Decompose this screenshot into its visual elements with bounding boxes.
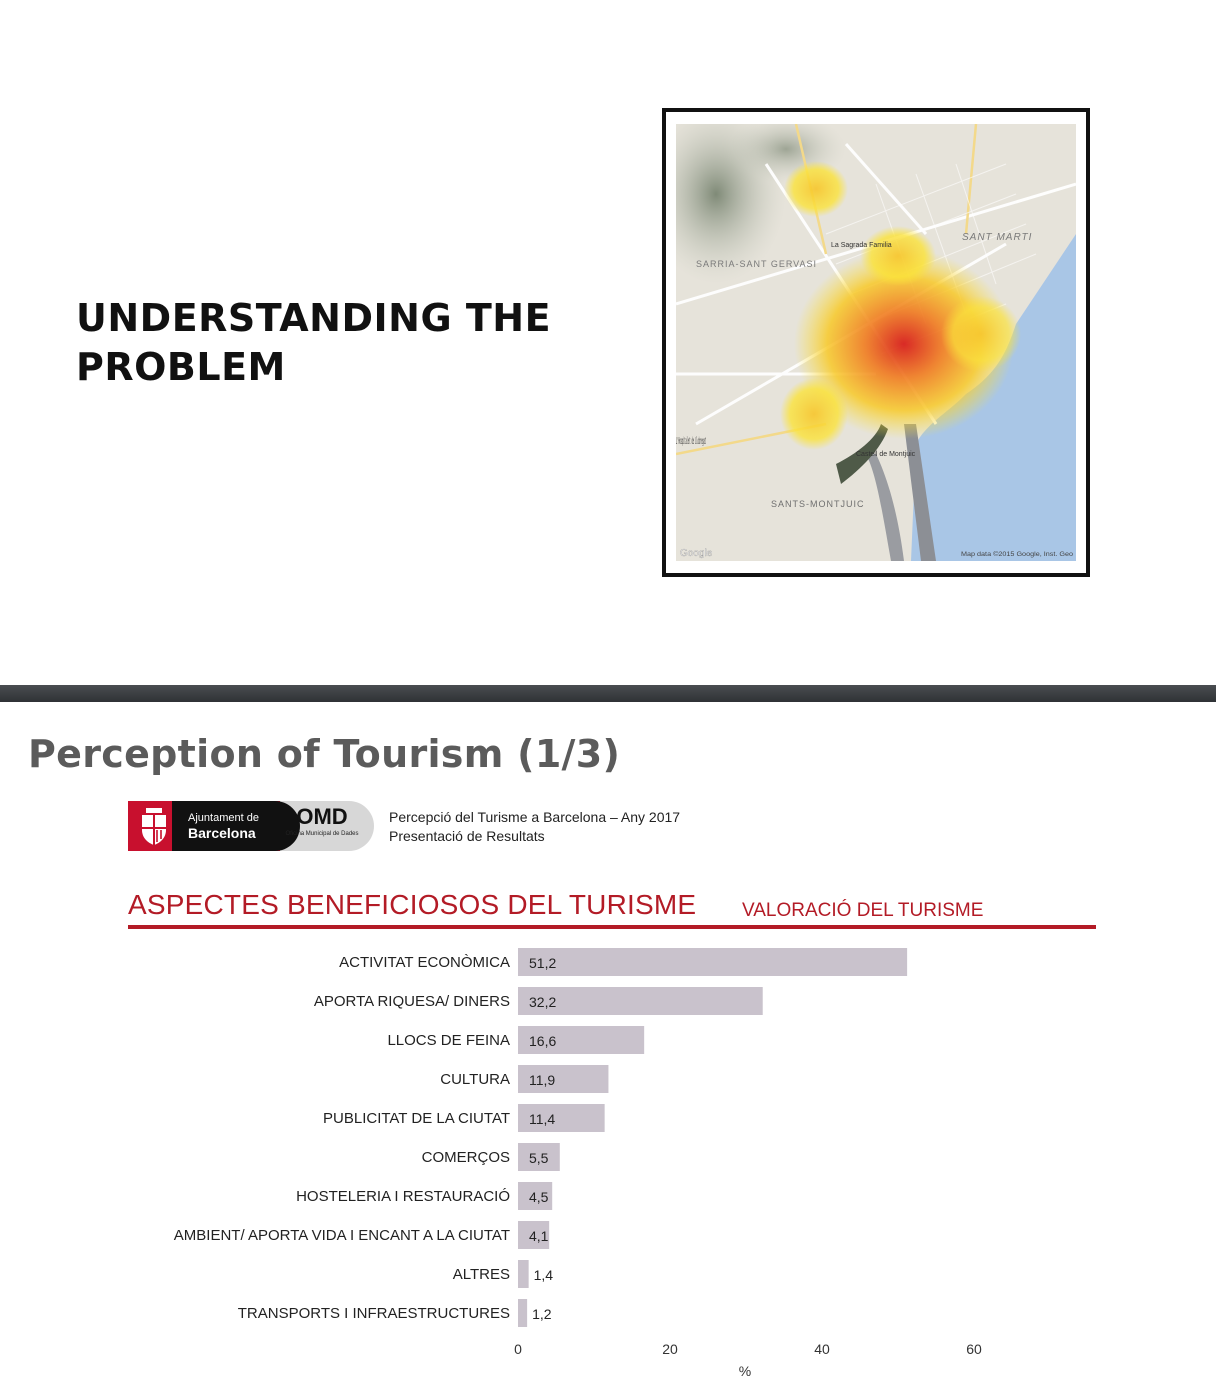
data-label: 5,5: [529, 1150, 549, 1166]
x-axis-ticks: [514, 1341, 982, 1357]
category-label: HOSTELERIA I RESTAURACIÓ: [296, 1188, 510, 1205]
x-tick-label: 0: [514, 1341, 522, 1357]
map-attribution-data: Map data ©2015 Google, Inst. Geo: [961, 552, 1055, 558]
report-title: Percepció del Turisme a Barcelona – Any 2017: [389, 809, 681, 825]
category-label: ALTRES: [452, 1266, 510, 1283]
logo-omd-text: OMD: [296, 804, 348, 829]
chart-subtitle: VALORACIÓ DEL TURISME: [742, 900, 984, 921]
x-tick-label: 40: [814, 1341, 830, 1357]
report-subtitle: Presentació de Resultats: [389, 828, 545, 844]
map-attribution-google: Google: [680, 548, 713, 559]
bars-group: [174, 948, 907, 1327]
data-label: 51,2: [529, 955, 557, 971]
bar: [518, 1260, 529, 1288]
bar: [518, 1299, 527, 1327]
logo-barcelona-text: Barcelona: [188, 825, 256, 841]
map-district-label: SANTS-MONTJUIC: [771, 499, 865, 509]
x-axis-label: %: [738, 1363, 752, 1379]
logo-ajuntament-text: Ajuntament de: [188, 812, 259, 824]
x-tick-label: 20: [662, 1341, 678, 1357]
slide-separator: [0, 685, 1216, 702]
x-tick-label: 60: [966, 1341, 982, 1357]
chart-title: ASPECTES BENEFICIOSOS DEL TURISME: [128, 889, 697, 920]
data-label: 11,4: [529, 1111, 556, 1127]
category-label: APORTA RIQUESA/ DINERS: [313, 993, 510, 1010]
map-district-label: SANT MARTI: [962, 232, 1033, 243]
category-label: COMERÇOS: [421, 1149, 510, 1166]
barcelona-crest-icon: [138, 806, 170, 846]
data-label: 11,9: [529, 1072, 556, 1088]
map-place-label: Castell de Montjuic: [856, 451, 916, 458]
category-label: AMBIENT/ APORTA VIDA I ENCANT A LA CIUTAT: [173, 1227, 510, 1244]
bar: [518, 948, 907, 976]
category-label: ACTIVITAT ECONÒMICA: [339, 954, 510, 971]
slide-title: UNDERSTANDING THE PROBLEM: [76, 296, 552, 389]
heading-rule: [128, 925, 1096, 929]
category-label: TRANSPORTS I INFRAESTRUCTURES: [237, 1305, 510, 1322]
bar-chart: [0, 934, 1216, 1388]
map-place-label: La Sagrada Familia: [831, 242, 892, 249]
barcelona-heatmap-map-icon: [676, 124, 1076, 561]
slide-understanding-the-problem: [0, 0, 1216, 685]
data-label: 4,5: [529, 1189, 549, 1205]
map-district-label: SARRIA-SANT GERVASI: [696, 259, 818, 269]
ajuntament-omd-logo: [128, 800, 374, 852]
category-label: CULTURA: [440, 1071, 510, 1088]
logo-omd-subtext: Oficina Municipal de Dades: [285, 831, 359, 837]
data-label: 4,1: [529, 1228, 549, 1244]
category-label: PUBLICITAT DE LA CIUTAT: [323, 1110, 510, 1127]
heatmap-map-frame: [662, 108, 1090, 577]
data-label: 16,6: [529, 1033, 557, 1049]
data-label: 1,2: [532, 1306, 552, 1322]
map-place-label: L'Hospitalet de Llobregat: [676, 436, 706, 447]
slide-title: Perception of Tourism (1/3): [28, 732, 621, 776]
slide-perception-of-tourism: [0, 702, 1216, 1388]
data-label: 32,2: [529, 994, 557, 1010]
category-label: LLOCS DE FEINA: [387, 1032, 510, 1049]
data-label: 1,4: [533, 1267, 554, 1283]
